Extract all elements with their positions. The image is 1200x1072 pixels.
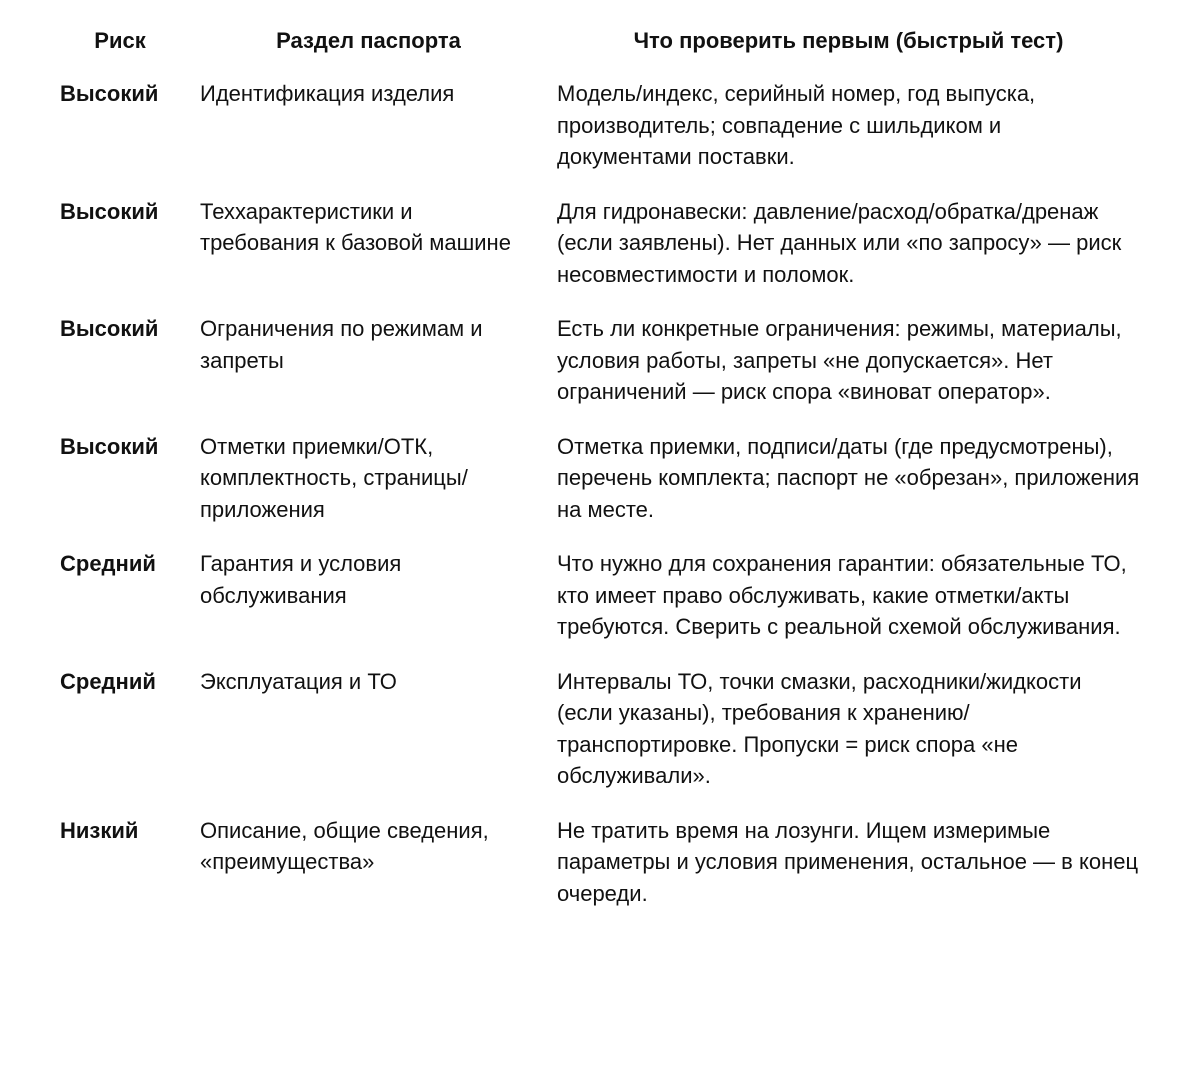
- check-first: Интервалы ТО, точки смазки, расходники/жидкости (если указаны), требования к хранению/транспортировке. Пропуски = риск спора «не обслуживали».: [557, 668, 1082, 788]
- table-row: [50, 188, 1150, 306]
- passport-section: Отметки приемки/ОТК, комплектность, страницы/приложения: [200, 433, 468, 522]
- check-first: Не тратить время на лозунги. Ищем измеримые параметры и условия применения, остальное — в конец очереди.: [557, 817, 1139, 906]
- table-row: [50, 807, 1150, 925]
- passport-section: Описание, общие сведения, «преимущества»: [200, 817, 489, 874]
- table-row: [50, 423, 1150, 541]
- header-section: Раздел паспорта: [276, 28, 461, 53]
- risk-level: Низкий: [60, 817, 139, 843]
- check-first: Модель/индекс, серийный номер, год выпуска, производитель; совпадение с шильдиком и документами поставки.: [557, 81, 1036, 169]
- risk-level: Средний: [60, 668, 156, 694]
- check-first: Отметка приемки, подписи/даты (где предусмотрены), перечень комплекта; паспорт не «обрезан», приложения на месте.: [557, 433, 1140, 522]
- table-row: [50, 70, 1150, 188]
- risk-level: Высокий: [60, 81, 159, 106]
- table-row: [50, 305, 1150, 423]
- risk-level: Высокий: [60, 316, 159, 341]
- table-header-row: [50, 18, 1150, 70]
- passport-risk-table: [50, 18, 1150, 924]
- passport-section: Теххарактеристики и требования к базовой машине: [200, 198, 511, 255]
- risk-level: Средний: [60, 551, 156, 576]
- passport-section: Идентификация изделия: [200, 81, 455, 106]
- header-check: Что проверить первым (быстрый тест): [633, 28, 1064, 53]
- check-first: Что нужно для сохранения гарантии: обязательные ТО, кто имеет право обслуживать, какие отметки/акты требуются. Сверить с реальной схемой обслуживания.: [557, 551, 1127, 639]
- table-row: [50, 658, 1150, 807]
- check-first: Для гидронавески: давление/расход/обратка/дренаж (если заявлены). Нет данных или «по запросу» — риск несовместимости и поломок.: [557, 198, 1122, 287]
- passport-section: Ограничения по режимам и запреты: [200, 316, 483, 373]
- risk-level: Высокий: [60, 198, 159, 224]
- header-risk: Риск: [94, 28, 146, 53]
- table-row: [50, 540, 1150, 658]
- risk-level: Высокий: [60, 433, 159, 459]
- passport-section: Гарантия и условия обслуживания: [200, 551, 402, 608]
- passport-section: Эксплуатация и ТО: [200, 668, 397, 694]
- check-first: Есть ли конкретные ограничения: режимы, материалы, условия работы, запреты «не допускается». Нет ограничений — риск спора «виноват оператор».: [557, 316, 1122, 404]
